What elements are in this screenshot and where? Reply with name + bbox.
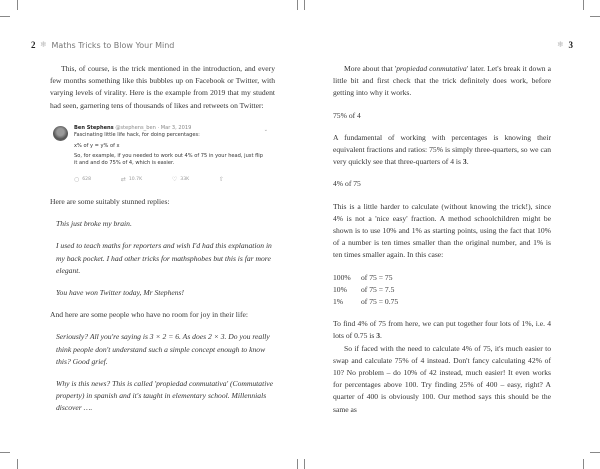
crop-mark bbox=[304, 0, 305, 10]
crop-mark bbox=[0, 16, 10, 17]
page-number: 3 bbox=[568, 40, 573, 50]
running-header bbox=[557, 40, 574, 50]
crop-mark bbox=[297, 0, 298, 10]
tweet-author: Ben Stephens bbox=[74, 125, 114, 131]
crop-mark bbox=[17, 0, 18, 10]
embedded-tweet bbox=[50, 124, 272, 188]
percentage-table bbox=[333, 272, 551, 309]
right-page bbox=[300, 0, 600, 469]
tweet-line-1: Fascinating little life hack, for doing percentages: bbox=[74, 132, 200, 139]
crop-mark bbox=[0, 452, 10, 453]
pct-cell: 10% bbox=[333, 284, 347, 294]
chevron-down-icon: ⌄ bbox=[263, 127, 268, 133]
reply-count: ○ 628 bbox=[74, 176, 92, 183]
paragraph-1: More about that 'propiedad conmutativa' later. Let's break it down a little bit and first check that the trick definitely does work, before getting into why it works. bbox=[333, 64, 552, 98]
pct-cell: 100% bbox=[333, 272, 351, 282]
joyless-intro: And here are some people who have no room for joy in their life: bbox=[50, 310, 249, 320]
avatar bbox=[53, 126, 68, 141]
tweet-handle: @stephens_ben bbox=[115, 125, 156, 131]
like-count: ♡ 33K bbox=[171, 176, 190, 183]
reply-quote: You have won Twitter today, Mr Stephens! bbox=[56, 288, 185, 298]
crop-mark bbox=[590, 452, 600, 453]
tweet-header: Ben Stephens @stephens_ben · Mar 3, 2019 bbox=[74, 125, 192, 131]
reply-bubble-icon: ○ bbox=[74, 176, 80, 183]
reply-quote: This just broke my brain. bbox=[56, 219, 132, 229]
tweet-content bbox=[74, 125, 266, 170]
crop-mark bbox=[17, 459, 18, 469]
right-body bbox=[333, 63, 551, 416]
retweet-count: ⇄ 10.7K bbox=[120, 176, 143, 183]
expr-cell: of 75 = 0.75 bbox=[361, 297, 399, 307]
expr-cell: of 75 = 75 bbox=[361, 272, 393, 282]
retweet-icon: ⇄ bbox=[120, 176, 126, 183]
intro-paragraph: This, of course, is the trick mentioned in the introduction, and every few months something like this bubbles up on Facebook or Twitter, with varying levels of virality. Here is the example from 2019 that my student had seen, garnering tens of thousands of likes and retweets on Twitter: bbox=[50, 64, 275, 110]
tweet-line-2: So, for example, if you needed to work out 4% of 75 in your head, just flip it and and do 75% of 4, which is easier. bbox=[74, 153, 263, 166]
replies-block bbox=[50, 196, 275, 415]
intro-block bbox=[50, 63, 275, 112]
page-number: 2 bbox=[31, 40, 36, 50]
paragraph-4: To find 4% of 75 from here, we can put together four lots of 1%, i.e. 4 lots of 0.75 is 3. bbox=[333, 319, 551, 341]
paragraph-2: A fundamental of working with percentages is knowing their equivalent fractions and ratios: 75% is simply three-quarters, so we can very quickly see that three-quarters of 4 is 3. bbox=[333, 132, 551, 167]
book-title: Maths Tricks to Blow Your Mind bbox=[51, 40, 175, 50]
crop-mark bbox=[583, 0, 584, 10]
heading-75-of-4: 75% of 4 bbox=[333, 110, 361, 120]
reply-quote: Seriously? All you're saying is 3 × 2 = 6. As does 2 × 3. Do you really think people don't understand such a simple concept enough to know this? Good grief. bbox=[56, 332, 270, 366]
reply-quote: Why is this news? This is called 'propiedad conmutativa' (Commutative property) in spanish and it's taught in elementary school. Millennials discover …. bbox=[56, 379, 274, 413]
snowflake-ornament-icon: ❄ bbox=[557, 40, 564, 49]
running-header bbox=[31, 40, 174, 50]
crop-mark bbox=[583, 459, 584, 469]
crop-mark bbox=[590, 16, 600, 17]
crop-mark bbox=[304, 459, 305, 469]
heading-4-of-75: 4% of 75 bbox=[333, 179, 361, 189]
tweet-actions bbox=[74, 176, 224, 183]
crop-mark bbox=[297, 459, 298, 469]
replies-intro: Here are some suitably stunned replies: bbox=[50, 197, 170, 206]
share-icon: ⇧ bbox=[218, 176, 224, 183]
expr-cell: of 75 = 7.5 bbox=[361, 284, 395, 294]
snowflake-ornament-icon: ❄ bbox=[40, 40, 47, 49]
share bbox=[219, 176, 224, 183]
paragraph-5: So if faced with the need to calculate 4% of 75, it's much easier to swap and calculate 75% of 4 instead. Don't fancy calculating 42% of 10? No problem – do 10% of 42 instead, much easier! It even works for percentages above 100. Try finding 25% of 400 – easy, right? A quarter of 400 is obviously 100. Our method says this should be the same as bbox=[333, 343, 551, 414]
paragraph-3: This is a little harder to calculate (without knowing the trick!), since 4% is not a 'nice easy' fraction. A method schoolchildren might be shown is to use 10% and 1% as starting points, using the fact that 10% of a number is ten times smaller than the original number, and 1% is ten times smaller again. In this case: bbox=[333, 201, 551, 260]
heart-icon: ♡ bbox=[171, 176, 178, 183]
pct-cell: 1% bbox=[333, 297, 344, 307]
tweet-date: Mar 3, 2019 bbox=[160, 125, 192, 131]
reply-quote: I used to teach maths for reporters and wish I'd had this explanation in my back pocket. I had other tricks for mathsphobes but this is far more elegant. bbox=[56, 241, 272, 275]
tweet-formula: x% of y = y% of x bbox=[74, 142, 120, 149]
